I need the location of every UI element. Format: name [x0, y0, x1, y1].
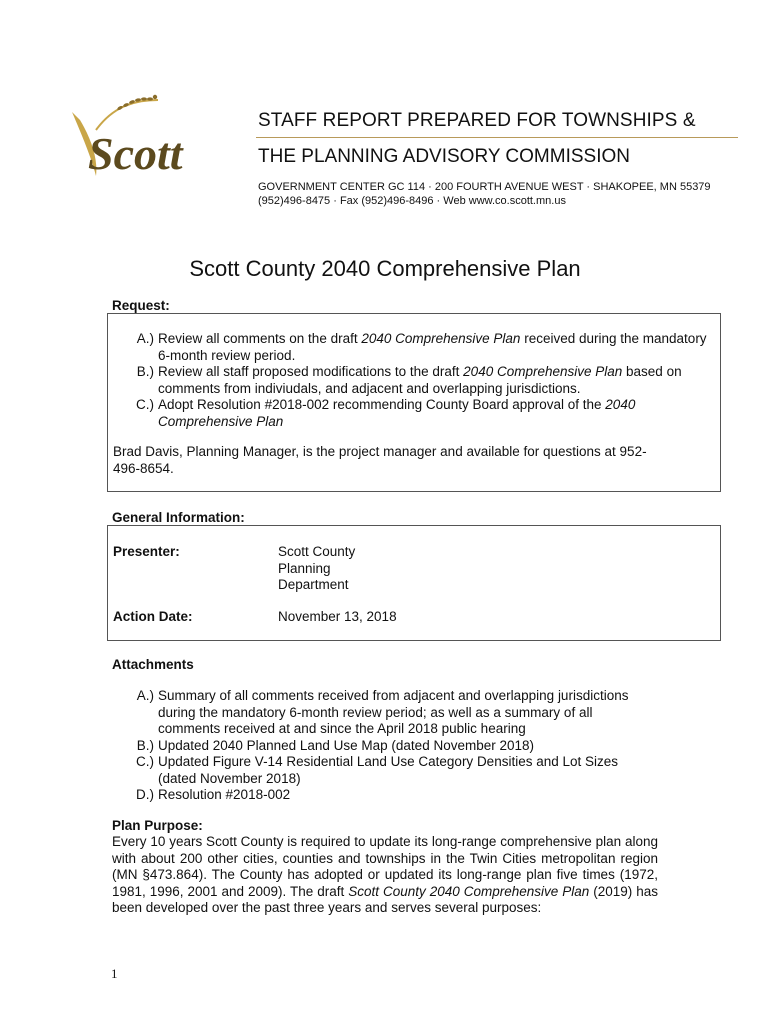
header-address-block — [258, 180, 711, 208]
request-box — [107, 313, 721, 492]
list-item: C.) Adopt Resolution #2018-002 recommending County Board approval of the 2040 Comprehensive Plan — [136, 397, 636, 429]
plan-purpose-text: Every 10 years Scott County is required to update its long-range comprehensive plan along with about 200 other cities, counties and townships in the Twin Cities metropolitan region (MN §473.864). The County has adopted or updated its long-range plan five times (1972, 1981, 1996, 2001 and 2009). The draft Scott County 2040 Comprehensive Plan (2019) has been developed over the past three years and serves several purposes: — [112, 834, 658, 915]
list-item: C.) Updated Figure V-14 Residential Land Use Category Densities and Lot Sizes (dated November 2018) — [136, 754, 619, 786]
attachments-label: Attachments — [112, 657, 194, 672]
list-item: A.) Summary of all comments received from adjacent and overlapping jurisdictions during the mandatory 6-month review period; as well as a summary of all comments received at and since the April 2018 public hearing — [136, 688, 629, 736]
list-item: D.) Resolution #2018-002 — [136, 787, 291, 802]
attachments-list — [108, 688, 648, 804]
general-info-label: General Information: — [112, 510, 245, 525]
page-number: 1 — [111, 966, 118, 981]
scott-county-logo — [62, 90, 242, 180]
wheat-logo-icon — [62, 90, 242, 180]
general-info-box — [107, 525, 721, 641]
list-item: B.) Updated 2040 Planned Land Use Map (dated November 2018) — [136, 737, 535, 753]
presenter-value: Scott County Planning Department — [278, 544, 356, 592]
plan-purpose-label: Plan Purpose: — [112, 818, 203, 833]
list-item: B.) Review all staff proposed modifications to the draft 2040 Comprehensive Plan based on comments from indiviudals, and adjacent and overlapping jurisdictions. — [136, 364, 682, 396]
request-label: Request: — [112, 298, 170, 313]
list-item: A.) Review all comments on the draft 2040 Comprehensive Plan received during the mandatory 6-month review period. — [136, 331, 707, 363]
document-title: Scott County 2040 Comprehensive Plan — [189, 256, 581, 281]
action-date-label: Action Date: — [113, 609, 193, 624]
svg-text:Scott: Scott — [88, 128, 183, 179]
request-contact-note: Brad Davis, Planning Manager, is the project manager and available for questions at 952-496-8654. — [113, 444, 647, 476]
action-date-value: November 13, 2018 — [278, 609, 397, 624]
header-contact: (952)496-8475 · Fax (952)496-8496 · Web www.co.scott.mn.us — [258, 195, 566, 207]
header-address: GOVERNMENT CENTER GC 114 · 200 FOURTH AVENUE WEST · SHAKOPEE, MN 55379 — [258, 181, 711, 193]
presenter-label: Presenter: — [113, 544, 180, 559]
report-header-line1: STAFF REPORT PREPARED FOR TOWNSHIPS & — [258, 110, 696, 131]
report-header-line2: THE PLANNING ADVISORY COMMISSION — [258, 146, 630, 167]
request-list — [108, 331, 708, 430]
header-divider — [256, 137, 738, 138]
